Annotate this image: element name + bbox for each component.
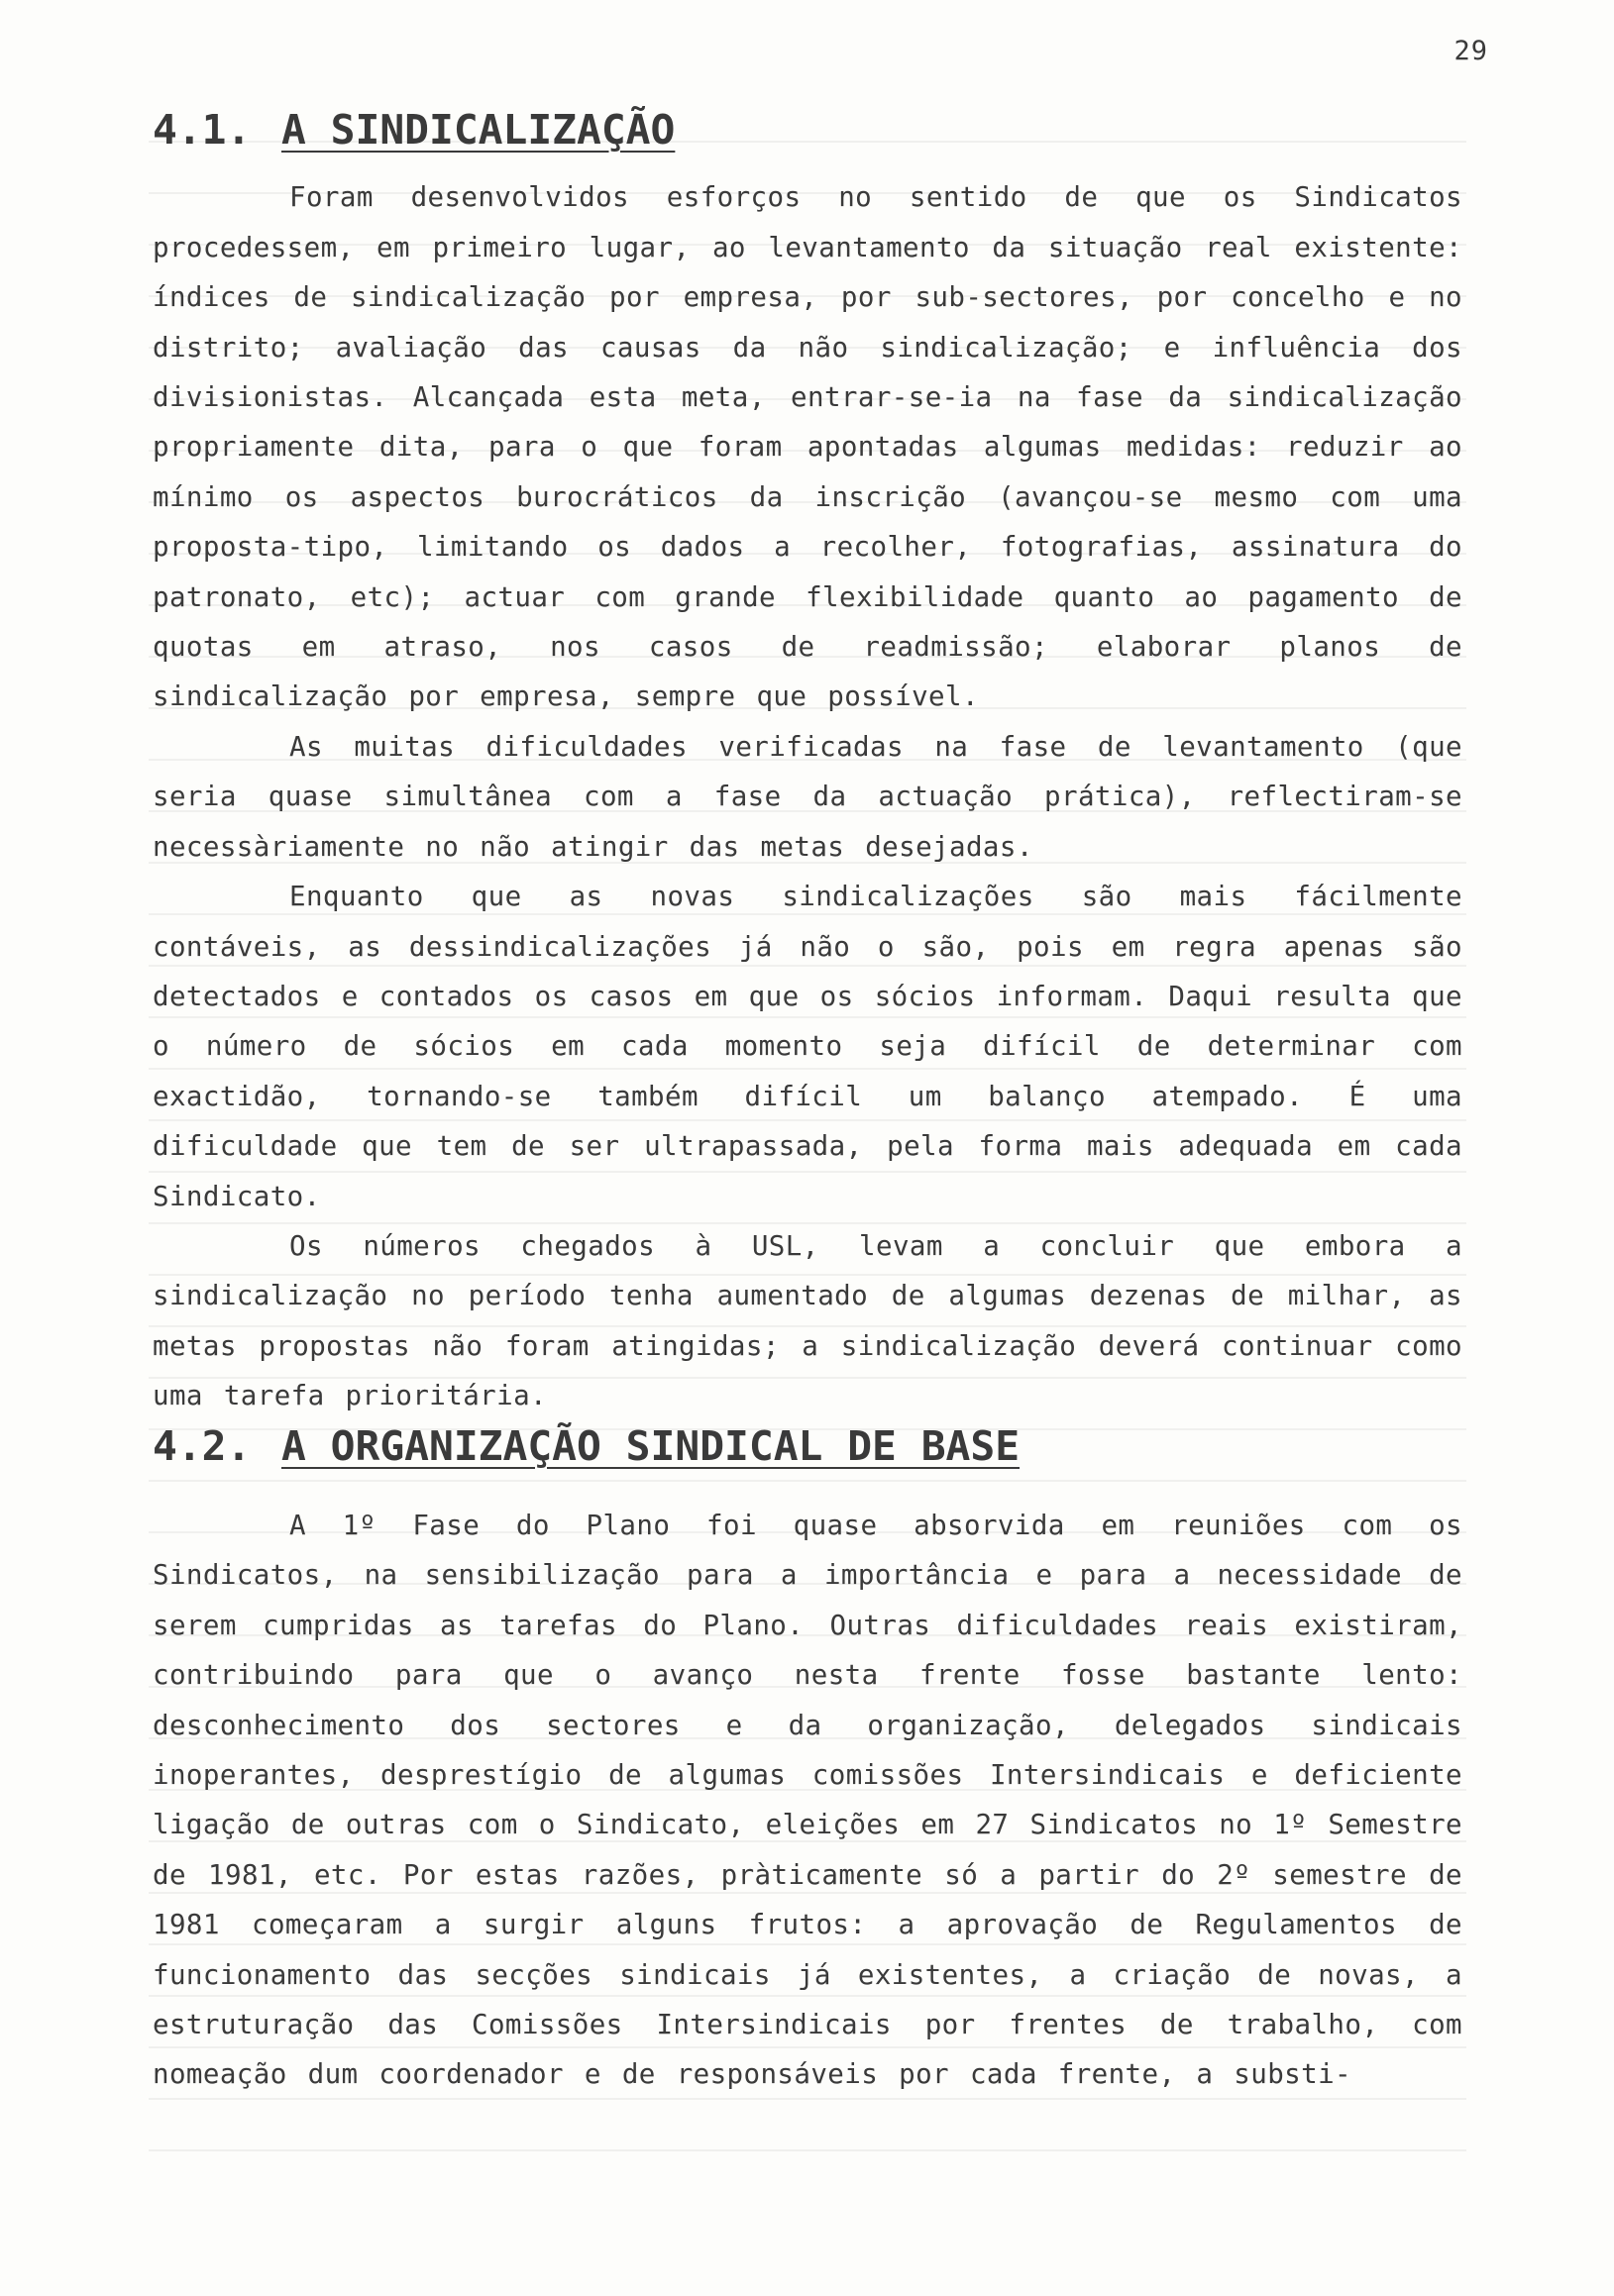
section-title: A SINDICALIZAÇÃO <box>281 106 676 154</box>
page-number: 29 <box>1453 36 1488 66</box>
section-number: 4.2. <box>153 1421 252 1470</box>
paragraph: Enquanto que as novas sindicalizações são mais fácilmente contáveis, as dessindicalizações já não o são, pois em regra apenas são detectados e contados os casos em que os sócios informam. Daqui resulta que o número de sócios em cada momento seja difícil de determinar com exactidão, tornando-se também difícil um balanço atempado. É uma dificuldade que tem de ser ultrapassada, pela forma mais adequada em cada Sindicato. <box>153 881 1462 1212</box>
paragraph: As muitas dificuldades verificadas na fase de levantamento (que seria quase simultânea com a fase da actuação prática), reflectiram-se necessàriamente no não atingir das metas desejadas. <box>153 730 1462 863</box>
section-number: 4.1. <box>153 106 252 154</box>
paragraph: Os números chegados à USL, levam a concluir que embora a sindicalização no período tenha aumentado de algumas dezenas de milhar, as metas propostas não foram atingidas; a sindicalização deverá continuar como uma tarefa prioritária. <box>153 1229 1462 1412</box>
document-body <box>153 105 1462 2100</box>
section-heading <box>153 1421 1462 1471</box>
paragraph: A 1º Fase do Plano foi quase absorvida em reuniões com os Sindicatos, na sensibilização para a importância e para a necessidade de serem cumpridas as tarefas do Plano. Outras dificuldades reais existiram, contribuindo para que o avanço nesta frente fosse bastante lento: desconhecimento dos sectores e da organização, delegados sindicais inoperantes, desprestígio de algumas comissões Intersindicais e deficiente ligação de outras com o Sindicato, eleições em 27 Sindicatos no 1º Semestre de 1981, etc. Por estas razões, pràticamente só a partir do 2º semestre de 1981 começaram a surgir alguns frutos: a aprovação de Regulamentos de funcionamento das secções sindicais já existentes, a criação de novas, a estruturação das Comissões Intersindicais por frentes de trabalho, com nomeação dum coordenador e de responsáveis por cada frente, a substi- <box>153 1509 1462 2091</box>
paragraph: Foram desenvolvidos esforços no sentido de que os Sindicatos procedessem, em primeiro lugar, ao levantamento da situação real existente: índices de sindicalização por empresa, por sub-sectores, por concelho e no distrito; avaliação das causas da não sindicalização; e influência dos divisionistas. Alcançada esta meta, entrar-se-ia na fase da sindicalização propriamente dita, para o que foram apontadas algumas medidas: reduzir ao mínimo os aspectos burocráticos da inscrição (avançou-se mesmo com uma proposta-tipo, limitando os dados a recolher, fotografias, assinatura do patronato, etc); actuar com grande flexibilidade quanto ao pagamento de quotas em atraso, nos casos de readmissão; elaborar planos de sindicalização por empresa, sempre que possível. <box>153 181 1462 713</box>
section-heading <box>153 105 1462 155</box>
section-title: A ORGANIZAÇÃO SINDICAL DE BASE <box>281 1421 1021 1470</box>
